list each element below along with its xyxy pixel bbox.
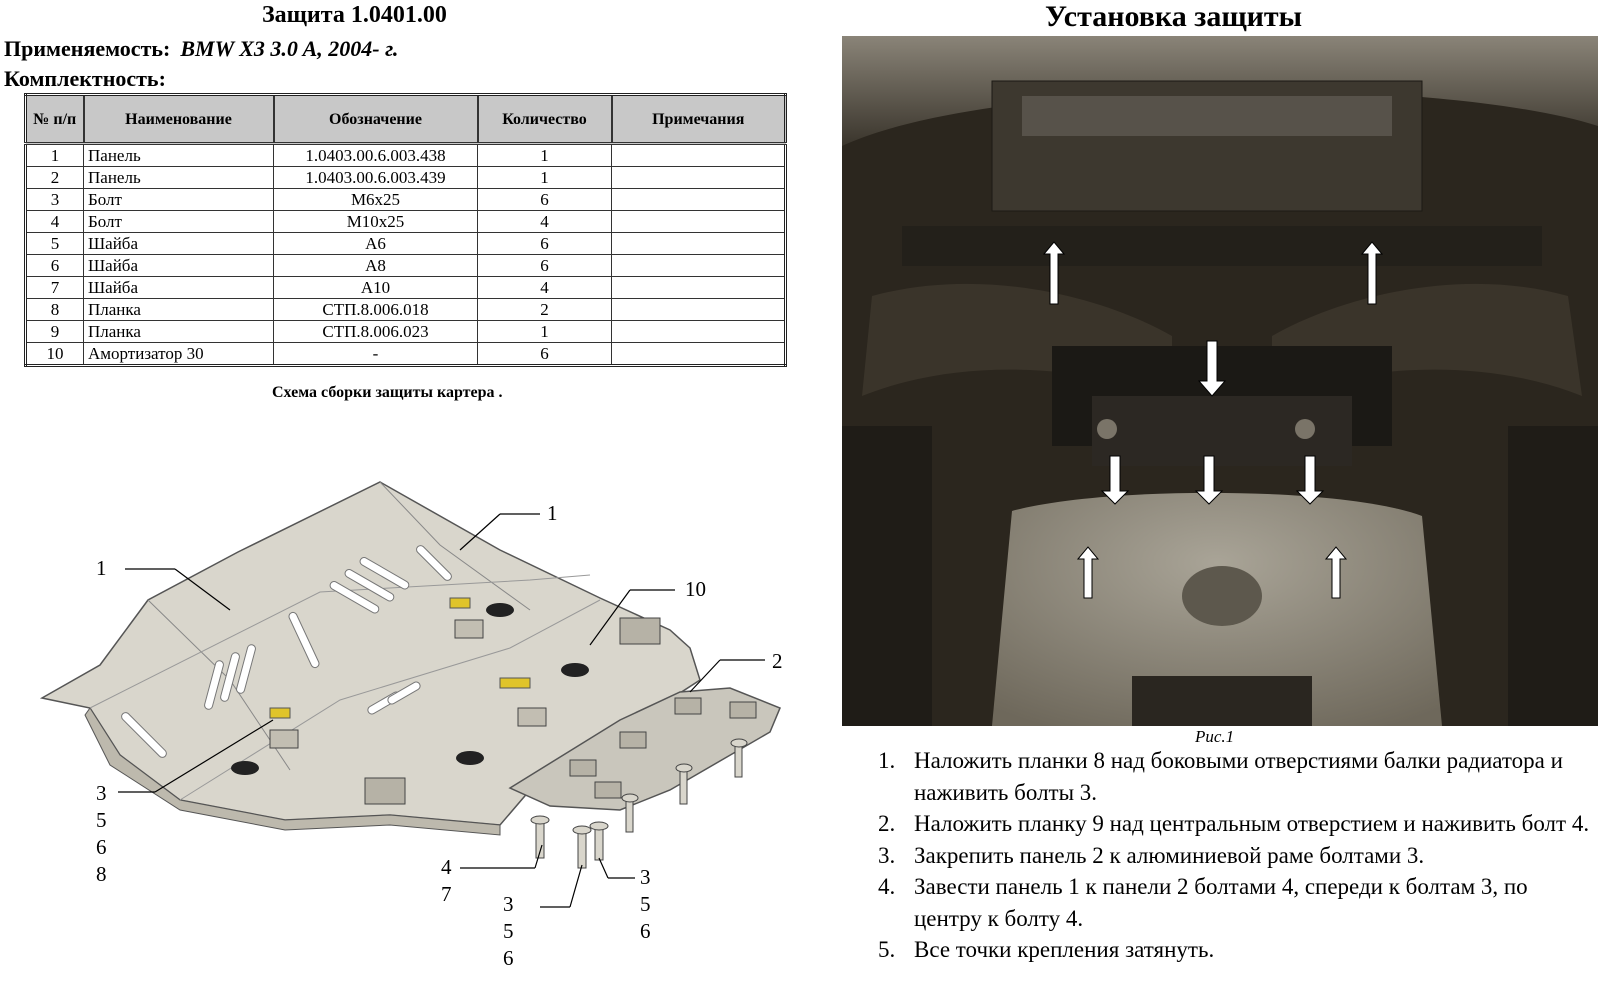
col-header-notes: Примечания: [612, 95, 786, 144]
cell-quantity: 4: [478, 277, 612, 299]
step-number: 1.: [878, 748, 896, 773]
list-item: [874, 840, 1594, 872]
cell-name: Шайба: [84, 277, 274, 299]
kit-label: Комплектность:: [4, 66, 166, 91]
parts-table: [24, 93, 787, 367]
col-header-designation: Обозначение: [274, 95, 478, 144]
step-text: Наложить планку 9 над центральным отверстием и наживить болт 4.: [914, 811, 1590, 836]
installation-photo: [842, 36, 1598, 726]
callout-6: 6: [503, 946, 514, 970]
installation-title: Установка защиты: [1045, 0, 1303, 33]
table-row: [26, 233, 786, 255]
cell-number: 3: [26, 189, 84, 211]
col-header-number: № п/п: [26, 95, 84, 144]
cell-notes: [612, 277, 786, 299]
step-text: Все точки крепления затянуть.: [914, 937, 1215, 962]
callout-3: 3: [96, 781, 107, 805]
assembly-diagram: [30, 470, 820, 990]
cell-name: Амортизатор 30: [84, 343, 274, 366]
step-text: Закрепить панель 2 к алюминиевой раме болтами 3.: [914, 842, 1425, 868]
step-text: Наложить планки 8 над боковыми отверстиями балки радиатора и наживить болты 3.: [914, 748, 1563, 805]
cell-notes: [612, 343, 786, 366]
table-row: [26, 299, 786, 321]
cell-notes: [612, 255, 786, 277]
cell-quantity: 2: [478, 299, 612, 321]
table-row: [26, 343, 786, 366]
list-item: [874, 934, 1594, 966]
callout-group-middle: [503, 891, 514, 972]
callout-6: 6: [96, 835, 107, 859]
cell-notes: [612, 189, 786, 211]
cell-quantity: 6: [478, 343, 612, 366]
callout-3: 3: [503, 892, 514, 916]
cell-quantity: 6: [478, 255, 612, 277]
list-item: [874, 808, 1594, 840]
cell-designation: 1.0403.00.6.003.439: [274, 167, 478, 189]
cell-designation: СТП.8.006.018: [274, 299, 478, 321]
callout-group-47: [441, 854, 452, 908]
cell-designation: А8: [274, 255, 478, 277]
step-number: 5.: [878, 937, 896, 962]
applicability-label: Применяемость:: [4, 36, 171, 61]
applicability-value: BMW X3 3.0 A, 2004- г.: [180, 36, 399, 61]
cell-name: Болт: [84, 189, 274, 211]
table-header-row: [26, 95, 786, 144]
callout-1-left: 1: [96, 556, 107, 580]
cell-name: Планка: [84, 299, 274, 321]
cell-designation: М6х25: [274, 189, 478, 211]
document-title: Защита 1.0401.00: [262, 2, 447, 28]
cell-quantity: 4: [478, 211, 612, 233]
cell-designation: 1.0403.00.6.003.438: [274, 144, 478, 167]
cell-designation: СТП.8.006.023: [274, 321, 478, 343]
assembly-drawing: [30, 470, 820, 990]
callout-3: 3: [640, 865, 651, 889]
callout-10: 10: [685, 577, 706, 601]
installation-steps: [874, 745, 1594, 966]
callout-7: 7: [441, 882, 452, 906]
callout-2: 2: [772, 649, 783, 673]
table-row: [26, 255, 786, 277]
table-row: [26, 277, 786, 299]
cell-name: Планка: [84, 321, 274, 343]
undercarriage-photo-drawing: [842, 36, 1598, 726]
cell-number: 5: [26, 233, 84, 255]
callout-5: 5: [640, 892, 651, 916]
callout-group-left: [96, 780, 107, 888]
callout-5: 5: [96, 808, 107, 832]
cell-designation: А6: [274, 233, 478, 255]
cell-quantity: 6: [478, 233, 612, 255]
cell-number: 8: [26, 299, 84, 321]
cell-number: 10: [26, 343, 84, 366]
cell-number: 1: [26, 144, 84, 167]
step-number: 3.: [878, 842, 896, 868]
cell-quantity: 6: [478, 189, 612, 211]
cell-name: Шайба: [84, 255, 274, 277]
photo-caption: Рис.1: [1195, 727, 1235, 746]
col-header-name: Наименование: [84, 95, 274, 144]
step-number: 2.: [878, 811, 896, 836]
cell-name: Панель: [84, 144, 274, 167]
cell-quantity: 1: [478, 321, 612, 343]
cell-notes: [612, 299, 786, 321]
list-item: [874, 871, 1594, 934]
cell-designation: -: [274, 343, 478, 366]
cell-quantity: 1: [478, 144, 612, 167]
callout-6: 6: [640, 919, 651, 943]
cell-quantity: 1: [478, 167, 612, 189]
step-text: Завести панель 1 к панели 2 болтами 4, спереди к болтам 3, по центру к болту 4.: [914, 874, 1528, 931]
step-number: 4.: [878, 874, 896, 899]
scheme-caption: Схема сборки защиты картера .: [272, 384, 503, 401]
applicability-line: [4, 36, 398, 62]
table-row: [26, 167, 786, 189]
cell-designation: М10х25: [274, 211, 478, 233]
callout-4: 4: [441, 855, 452, 879]
cell-name: Болт: [84, 211, 274, 233]
col-header-quantity: Количество: [478, 95, 612, 144]
cell-notes: [612, 211, 786, 233]
cell-name: Шайба: [84, 233, 274, 255]
table-row: [26, 211, 786, 233]
callout-8: 8: [96, 862, 107, 886]
callout-group-right: [640, 864, 651, 945]
cell-notes: [612, 233, 786, 255]
table-row: [26, 321, 786, 343]
cell-number: 2: [26, 167, 84, 189]
cell-name: Панель: [84, 167, 274, 189]
cell-number: 7: [26, 277, 84, 299]
cell-notes: [612, 144, 786, 167]
cell-designation: А10: [274, 277, 478, 299]
table-row: [26, 144, 786, 167]
table-row: [26, 189, 786, 211]
cell-number: 6: [26, 255, 84, 277]
callout-1-right: 1: [547, 501, 558, 525]
cell-number: 9: [26, 321, 84, 343]
list-item: [874, 745, 1594, 808]
cell-notes: [612, 321, 786, 343]
cell-number: 4: [26, 211, 84, 233]
callout-5: 5: [503, 919, 514, 943]
cell-notes: [612, 167, 786, 189]
